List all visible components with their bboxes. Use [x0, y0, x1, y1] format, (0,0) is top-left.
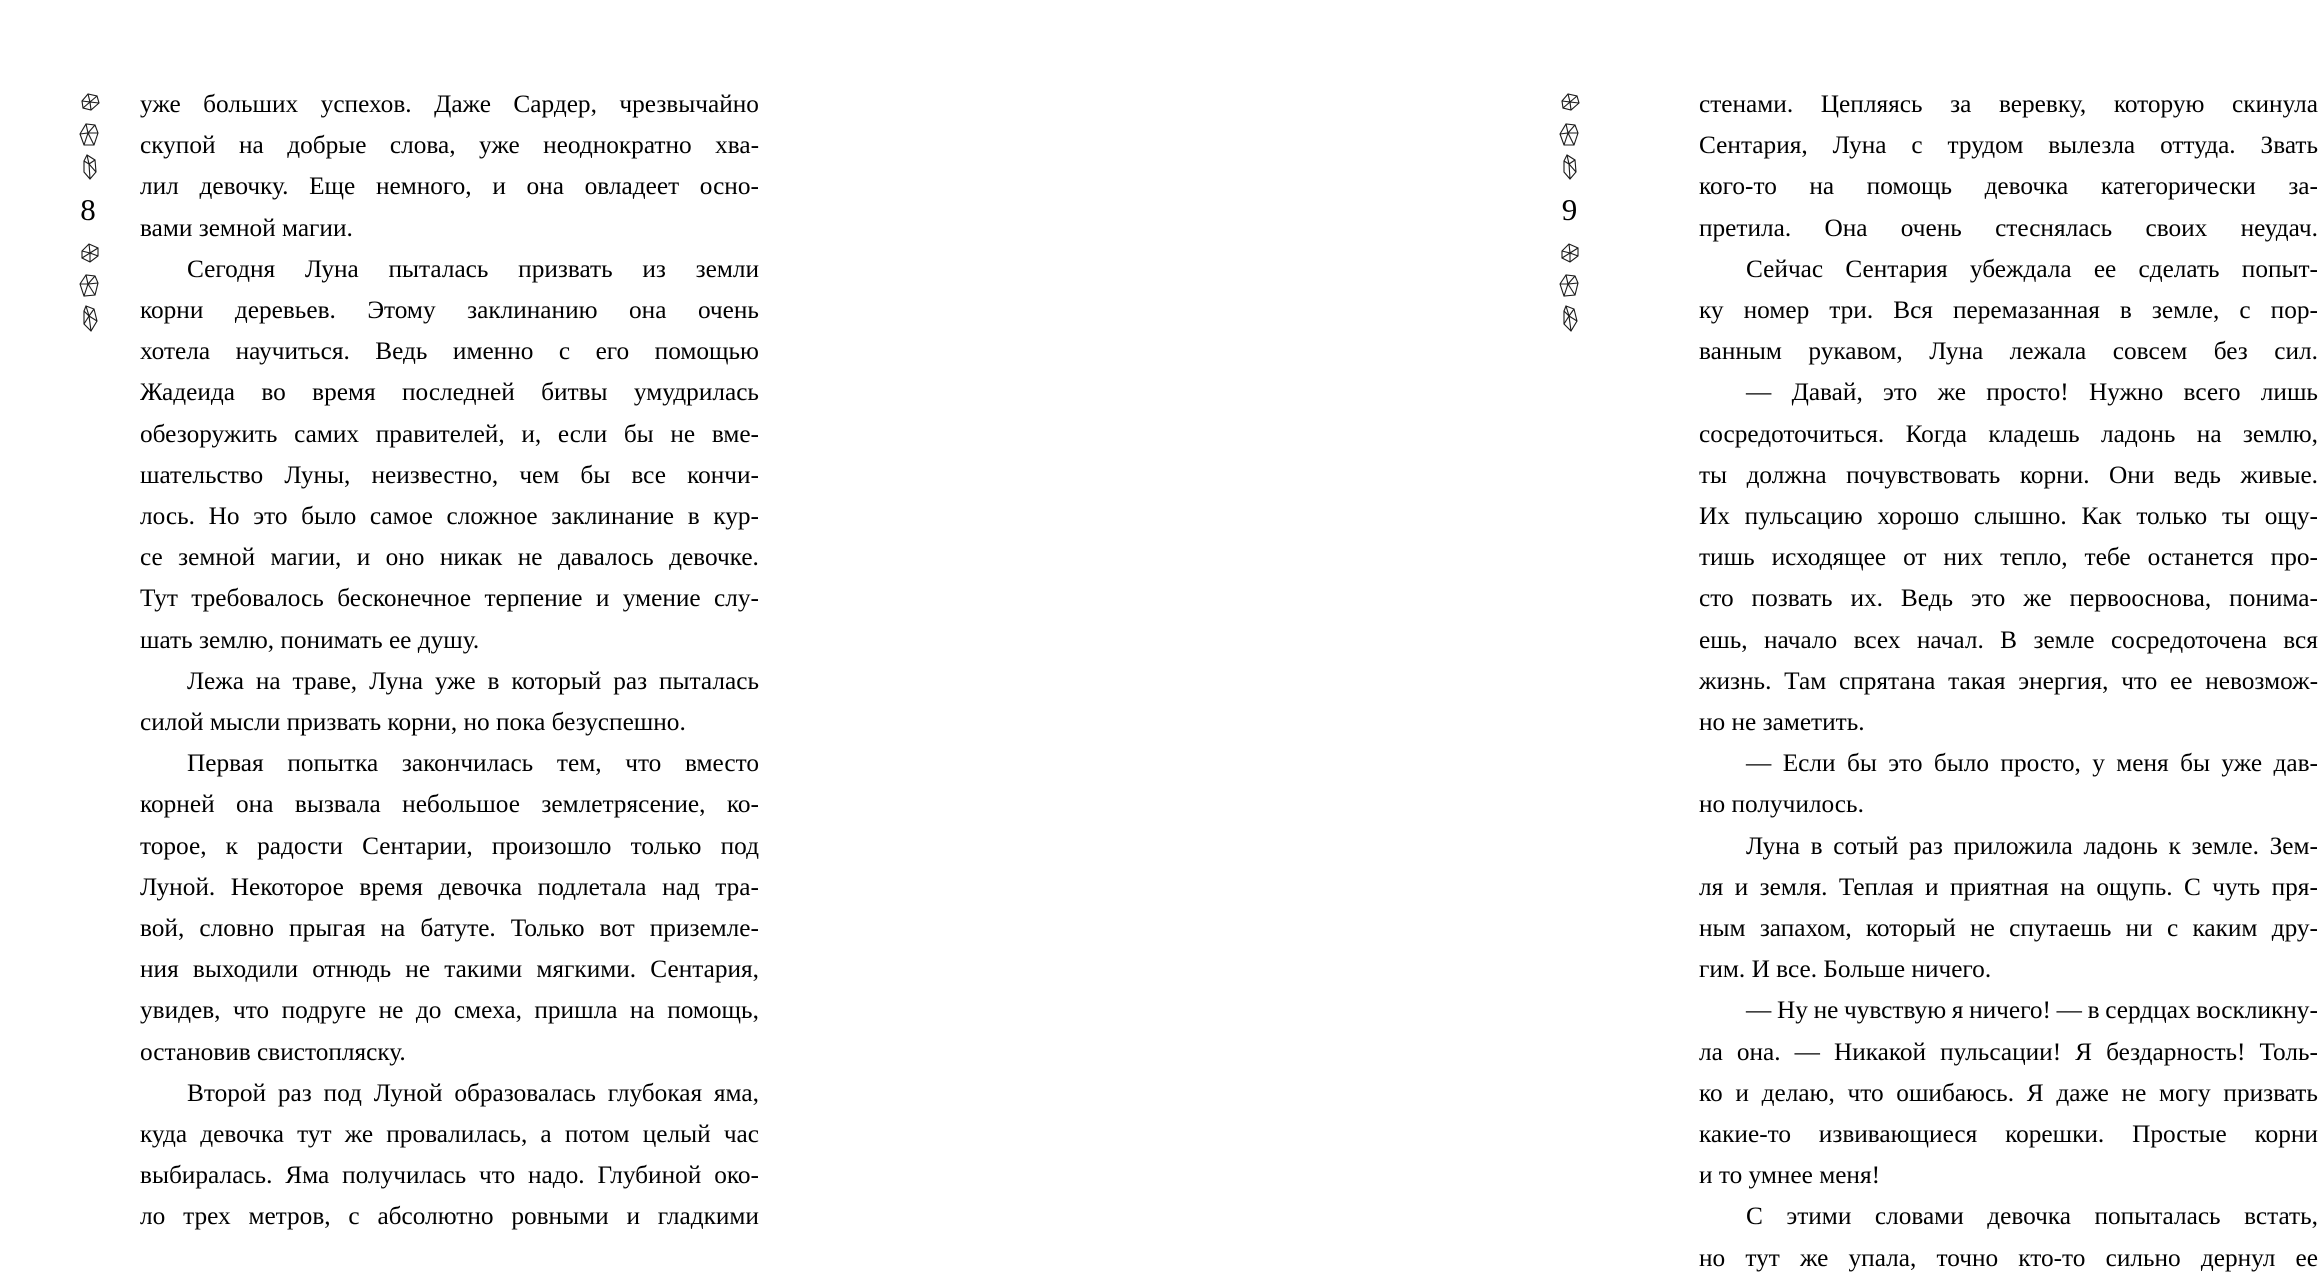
- paragraph: — Давай, это же просто! Нужно всего лишь сосредоточиться. Когда кладешь ладонь на землю, ты должна почувствовать корни. Они ведь живые. Их пульсацию хорошо слышно. Как только ты ощу- тишь исходящее от них тепло, тебе останется про- сто позвать их. Ведь это же первооснова, понима- ешь, начало всех начал. В земле сосредоточена вся жизнь. Там спрятана такая энергия, что ее невозмож- но не заметить.: [1699, 378, 2318, 737]
- right-page-text: [1699, 84, 2318, 1279]
- paragraph: стенами. Цепляясь за веревку, которую скинула Сентария, Луна с трудом вылезла оттуда. Звать кого-то на помощь девочка категорически за- претила. Она очень стеснялась своих неудач.: [1699, 90, 2318, 242]
- crystal-gem-icon: [1558, 303, 1584, 333]
- paragraph: Луна в сотый раз приложила ладонь к земле. Зем- ля и земля. Теплая и приятная на ощупь. С чуть пря- ным запахом, который не спутаешь ни с каким дру- гим. И все. Больше ничего.: [1699, 831, 2318, 984]
- crystal-gem-icon: [1557, 88, 1583, 118]
- crystal-gem-icon: [78, 303, 104, 333]
- left-page-text: [140, 84, 759, 1238]
- crystal-gem-icon: [77, 88, 103, 118]
- crystal-gem-icon: [76, 271, 102, 301]
- page-number: 9: [1561, 192, 1578, 227]
- crystal-gem-icon: [78, 152, 104, 182]
- right-page: [827, 0, 2318, 1272]
- crystal-gem-icon: [1558, 152, 1584, 182]
- page-number: 8: [80, 192, 96, 227]
- paragraph: Сейчас Сентария убеждала ее сделать попыт- ку номер три. Вся перемазанная в земле, с пор- ванным рукавом, Луна лежала совсем без сил.: [1699, 254, 2318, 366]
- crystal-gem-icon: [1556, 120, 1582, 150]
- paragraph: С этими словами девочка попыталась встать, но тут же упала, точно кто-то сильно дернул ее: [1699, 1202, 2318, 1272]
- paragraph: — Ну не чувствую я ничего! — в сердцах воскликну- ла она. — Никакой пульсации! Я бездарность! Толь- ко и делаю, что ошибаюсь. Я даже не могу призвать какие-то извивающиеся корешки. Простые корни и то умнее меня!: [1699, 996, 2318, 1190]
- crystal-gem-icon: [1556, 271, 1582, 301]
- crystal-gem-icon: [1557, 239, 1583, 269]
- paragraph: Второй раз под Луной образовалась глубокая яма, куда девочка тут же провалилась, а потом целый час выбиралась. Яма получилась что надо. Глубиной око- ло трех метров, с абсолютно ровными и гладкими: [140, 1078, 759, 1231]
- left-page: [0, 0, 827, 1241]
- paragraph: Первая попытка закончилась тем, что вместо корней она вызвала небольшое землетрясение, ко- торое, к радости Сентарии, произошло только под Луной. Некоторое время девочка подлетала над тра- вой, словно прыгая на батуте. Только вот приземле- ния выходили отнюдь не такими мягкими. Сентария, увидев, что подруге не до смеха, пришла на помощь, остановив свистопляску.: [140, 749, 759, 1066]
- paragraph: уже больших успехов. Даже Сардер, чрезвычайно скупой на добрые слова, уже неоднократно хва- лил девочку. Еще немного, и она овладеет осно- вами земной магии.: [140, 90, 759, 242]
- crystal-gem-icon: [77, 239, 103, 269]
- paragraph: Сегодня Луна пыталась призвать из земли корни деревьев. Этому заклинанию она очень хотела научиться. Ведь именно с его помощью Жадеида во время последней битвы умудрилась обезоружить самих правителей, и, если бы не вме- шательство Луны, неизвестно, чем бы все кончи- лось. Но это было самое сложное заклинание в кур- се земной магии, и оно никак не давалось девочке. Тут требовалось бесконечное терпение и умение слу- шать землю, понимать ее душу.: [140, 254, 759, 654]
- left-page-margin-ornament: [66, 88, 112, 335]
- paragraph: — Если бы это было просто, у меня бы уже дав- но получилось.: [1699, 749, 2318, 819]
- crystal-gem-icon: [76, 120, 102, 150]
- paragraph: Лежа на траве, Луна уже в который раз пыталась силой мысли призвать корни, но пока безуспешно.: [140, 666, 759, 737]
- right-page-margin-ornament: [1546, 88, 1592, 335]
